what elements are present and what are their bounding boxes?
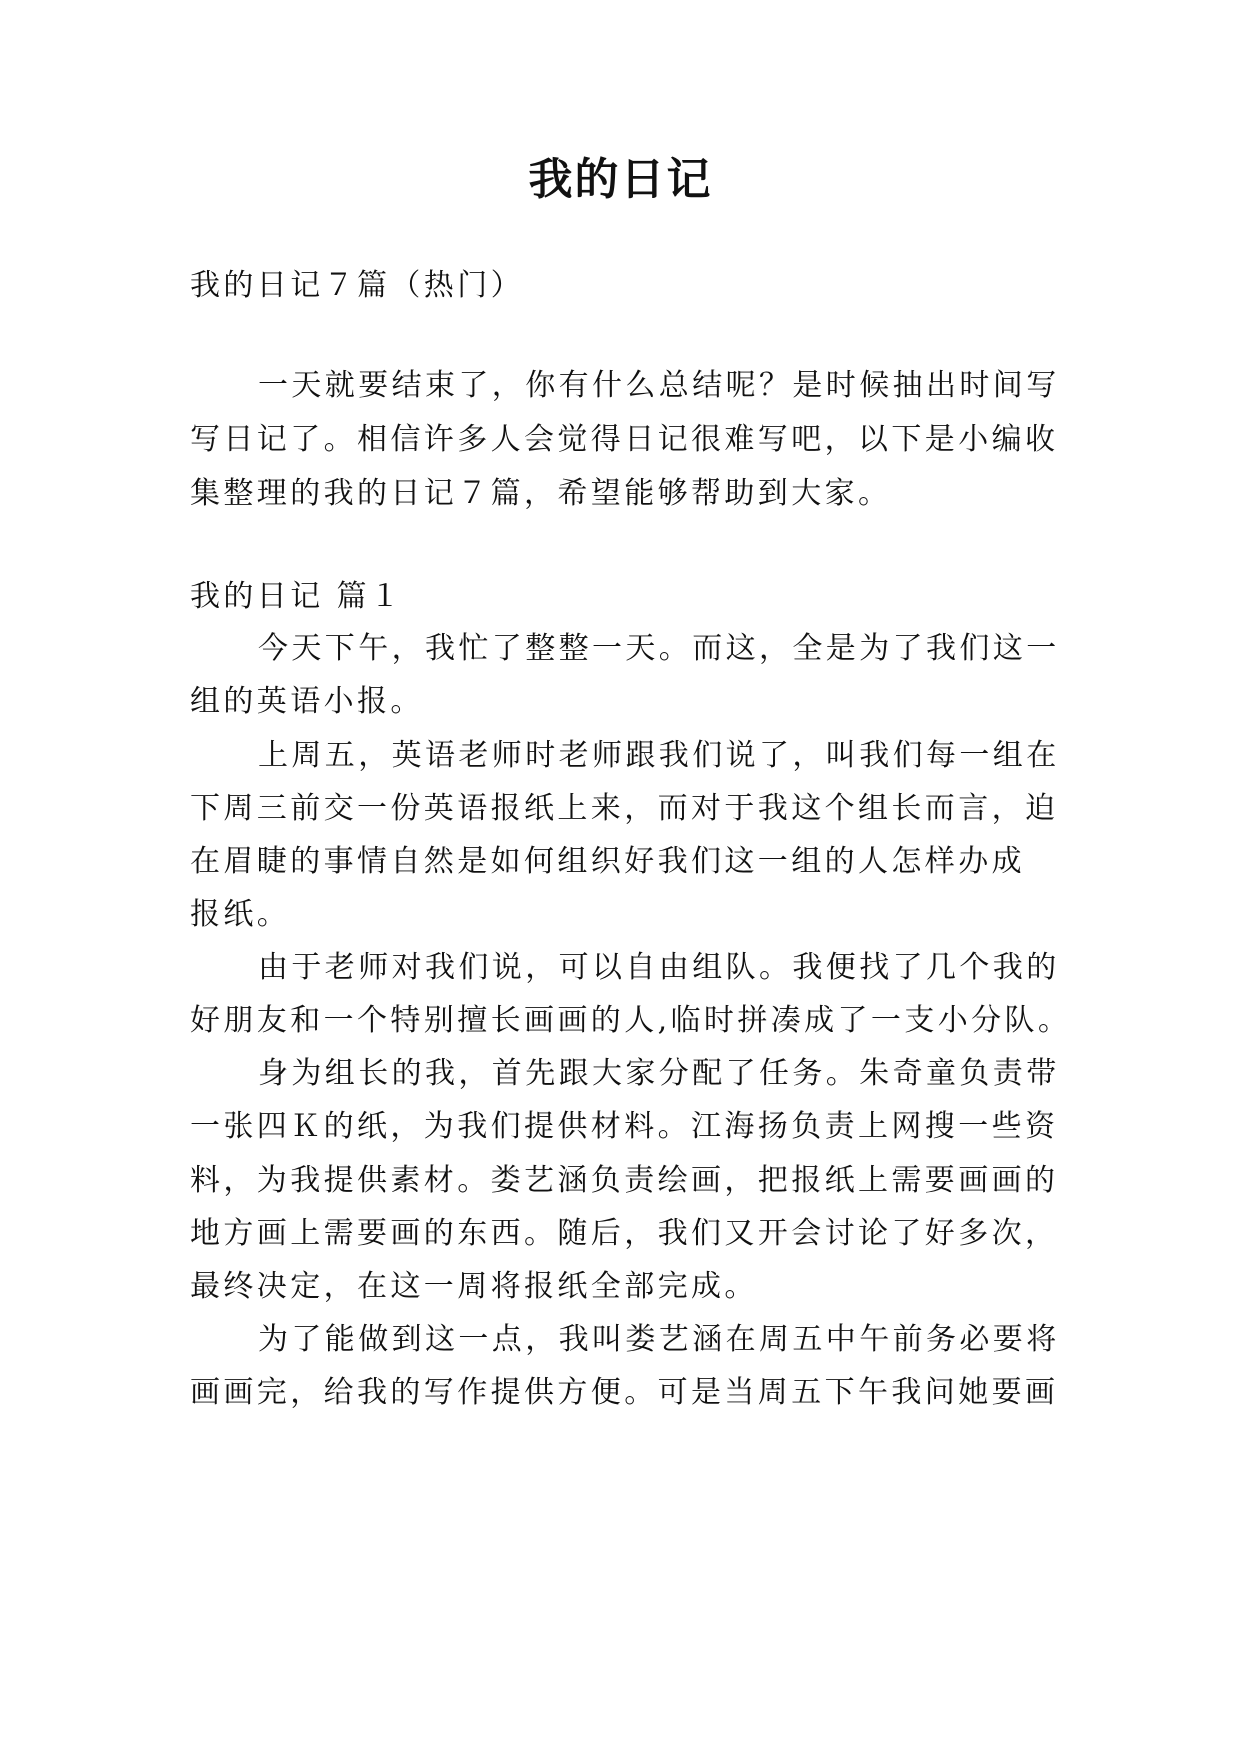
body-line: 为了能做到这一点，我叫娄艺涵在周五中午前务必要将 [258,1322,1060,1357]
body-line: 组的英语小报。 [190,684,424,719]
intro-line: 写日记了。相信许多人会觉得日记很难写吧，以下是小编收 [190,422,1059,457]
body-line: 最终决定，在这一周将报纸全部完成。 [190,1269,758,1304]
document-title: 我的日记 [528,154,713,205]
intro-line: 集整理的我的日记７篇，希望能够帮助到大家。 [190,476,892,511]
body-line: 画画完，给我的写作提供方便。可是当周五下午我问她要画 [190,1375,1059,1410]
body-line: 下周三前交一份英语报纸上来，而对于我这个组长而言，迫 [190,791,1059,826]
body-line: 一张四Ｋ的纸，为我们提供材料。江海扬负责上网搜一些资 [190,1109,1059,1144]
body-line: 料，为我提供素材。娄艺涵负责绘画，把报纸上需要画画的 [190,1163,1059,1198]
section-heading: 我的日记 篇１ [190,579,404,614]
intro-line: 一天就要结束了，你有什么总结呢？是时候抽出时间写 [258,368,1060,403]
document-subtitle: 我的日记７篇（热门） [190,268,524,303]
body-line: 身为组长的我，首先跟大家分配了任务。朱奇童负责带 [258,1056,1060,1091]
body-line: 报纸。 [190,897,291,932]
body-line: 由于老师对我们说，可以自由组队。我便找了几个我的 [258,950,1060,985]
body-line: 今天下午，我忙了整整一天。而这，全是为了我们这一 [258,631,1060,666]
body-line: 上周五，英语老师时老师跟我们说了，叫我们每一组在 [258,738,1060,773]
body-line: 好朋友和一个特别擅长画画的人,临时拼凑成了一支小分队。 [190,1003,1072,1038]
body-line: 地方画上需要画的东西。随后，我们又开会讨论了好多次， [190,1216,1059,1251]
body-line: 在眉睫的事情自然是如何组织好我们这一组的人怎样办成 [190,844,1025,879]
